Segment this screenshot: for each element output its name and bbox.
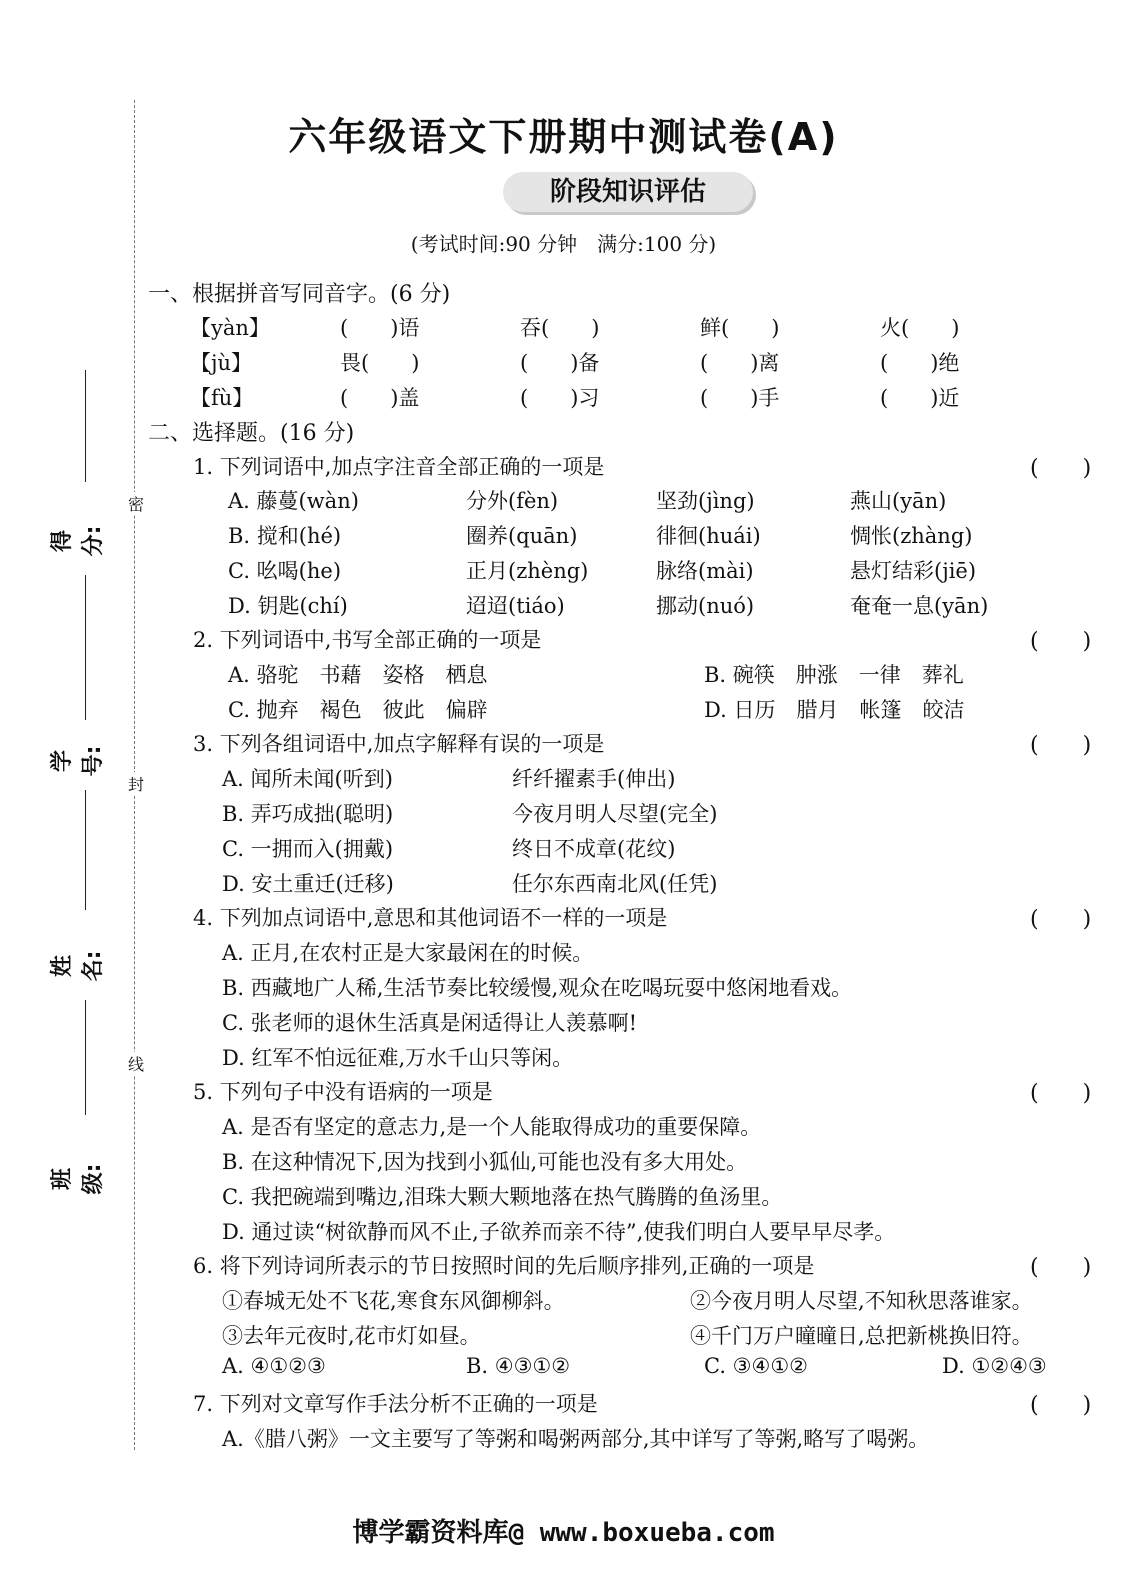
q1-option: 奄奄一息(yān) <box>850 594 989 618</box>
q4-option: C. 张老师的退休生活真是闲适得让人羡慕啊! <box>222 1011 638 1035</box>
footer-watermark: 博学霸资料库@ www.boxueba.com <box>352 1518 775 1548</box>
q5-answer-bracket[interactable]: ( ) <box>1030 1081 1092 1106</box>
q1-option: 迢迢(tiáo) <box>466 594 565 618</box>
q3-option: 今夜月明人尽望(完全) <box>512 802 718 826</box>
pinyin-ju: 【jù】 <box>190 351 253 375</box>
q3-option: B. 弄巧成拙(聪明) <box>222 802 394 826</box>
q2-option: D. 日历 腊月 帐篷 皎洁 <box>704 698 965 722</box>
q3-option: 纤纤擢素手(伸出) <box>512 767 676 791</box>
fill-blank[interactable]: 火( ) <box>880 316 960 340</box>
q7-option: A.《腊八粥》一文主要写了等粥和喝粥两部分,其中详写了等粥,略写了喝粥。 <box>222 1427 930 1451</box>
seal-char-feng: 封 <box>126 772 146 795</box>
student-id-blank-line <box>85 575 86 720</box>
q1-option: D. 钥匙(chí) <box>228 594 348 618</box>
q6-option: C. ③④①② <box>704 1354 808 1378</box>
q1-option: B. 搅和(hé) <box>228 524 342 548</box>
pinyin-yan: 【yàn】 <box>190 316 270 340</box>
fill-blank[interactable]: 畏( ) <box>340 351 420 375</box>
fill-blank[interactable]: ( )盖 <box>340 386 420 410</box>
fill-blank[interactable]: ( )备 <box>520 351 600 375</box>
subtitle-badge: 阶段知识评估 <box>503 172 753 212</box>
q5-option: B. 在这种情况下,因为找到小狐仙,可能也没有多大用处。 <box>222 1150 748 1174</box>
q1-stem: 1. 下列词语中,加点字注音全部正确的一项是 <box>193 455 605 479</box>
seal-char-mi: 密 <box>126 492 146 515</box>
q6-option: B. ④③①② <box>466 1354 571 1378</box>
q3-stem: 3. 下列各组词语中,加点字解释有误的一项是 <box>193 732 605 756</box>
q1-option: 坚劲(jìng) <box>656 489 755 513</box>
q5-option: C. 我把碗端到嘴边,泪珠大颗大颗地落在热气腾腾的鱼汤里。 <box>222 1185 783 1209</box>
q4-stem: 4. 下列加点词语中,意思和其他词语不一样的一项是 <box>193 906 668 930</box>
fill-blank[interactable]: ( )离 <box>700 351 780 375</box>
section2-heading: 二、选择题。(16 分) <box>148 421 355 446</box>
q1-option: 挪动(nuó) <box>656 594 755 618</box>
q4-option: A. 正月,在农村正是大家最闲在的时候。 <box>222 941 594 965</box>
q6-poem: ②今夜月明人尽望,不知秋思落谁家。 <box>690 1289 1033 1313</box>
class-label: 班级: <box>50 1163 106 1195</box>
q1-option: C. 吆喝(he) <box>228 559 342 583</box>
q1-option: 脉络(mài) <box>656 559 754 583</box>
q6-poem: ④千门万户曈曈日,总把新桃换旧符。 <box>690 1324 1033 1348</box>
q6-stem: 6. 将下列诗词所表示的节日按照时间的先后顺序排列,正确的一项是 <box>193 1254 815 1278</box>
q3-option: D. 安土重迁(迁移) <box>222 872 394 896</box>
q2-answer-bracket[interactable]: ( ) <box>1030 629 1092 654</box>
section1-heading: 一、根据拼音写同音字。(6 分) <box>148 282 451 307</box>
q3-option: A. 闻所未闻(听到) <box>222 767 393 791</box>
fill-blank[interactable]: ( )语 <box>340 316 420 340</box>
q2-option: B. 碗筷 肿涨 一律 葬礼 <box>704 663 964 687</box>
q6-poem: ①春城无处不飞花,寒食东风御柳斜。 <box>222 1289 565 1313</box>
q1-option: A. 藤蔓(wàn) <box>228 489 359 513</box>
q5-option: D. 通过读“树欲静而风不止,子欲养而亲不待”,使我们明白人要早早尽孝。 <box>222 1220 896 1244</box>
fill-blank[interactable]: ( )绝 <box>880 351 960 375</box>
score-label: 得分: <box>50 525 106 557</box>
seal-char-xian: 线 <box>126 1052 146 1075</box>
q4-option: D. 红军不怕远征难,万水千山只等闲。 <box>222 1046 574 1070</box>
pinyin-fu: 【fù】 <box>190 386 254 410</box>
name-blank-line <box>85 790 86 910</box>
class-blank-line <box>85 1000 86 1115</box>
q1-option: 分外(fèn) <box>466 489 559 513</box>
q1-option: 正月(zhèng) <box>466 559 589 583</box>
q3-option: 终日不成章(花纹) <box>512 837 676 861</box>
exam-info: (考试时间:90 分钟 满分:100 分) <box>410 232 717 256</box>
q6-answer-bracket[interactable]: ( ) <box>1030 1255 1092 1280</box>
fill-blank[interactable]: ( )手 <box>700 386 780 410</box>
q7-stem: 7. 下列对文章写作手法分析不正确的一项是 <box>193 1392 598 1416</box>
q2-option: C. 抛弃 褐色 彼此 偏辟 <box>228 698 488 722</box>
q4-answer-bracket[interactable]: ( ) <box>1030 907 1092 932</box>
fill-blank[interactable]: ( )习 <box>520 386 600 410</box>
q2-stem: 2. 下列词语中,书写全部正确的一项是 <box>193 628 542 652</box>
q3-option: C. 一拥而入(拥戴) <box>222 837 394 861</box>
q1-option: 圈养(quān) <box>466 524 578 548</box>
q3-answer-bracket[interactable]: ( ) <box>1030 733 1092 758</box>
q5-option: A. 是否有坚定的意志力,是一个人能取得成功的重要保障。 <box>222 1115 762 1139</box>
q6-poem: ③去年元夜时,花市灯如昼。 <box>222 1324 481 1348</box>
q7-answer-bracket[interactable]: ( ) <box>1030 1393 1092 1418</box>
q6-option: D. ①②④③ <box>942 1354 1047 1378</box>
q1-option: 悬灯结彩(jiē) <box>850 559 977 583</box>
q4-option: B. 西藏地广人稀,生活节奏比较缓慢,观众在吃喝玩耍中悠闲地看戏。 <box>222 976 853 1000</box>
q1-option: 惆怅(zhàng) <box>850 524 973 548</box>
q2-option: A. 骆驼 书藉 姿格 栖息 <box>228 663 488 687</box>
fill-blank[interactable]: 鲜( ) <box>700 316 780 340</box>
q3-option: 任尔东西南北风(任凭) <box>512 872 718 896</box>
name-label: 姓名: <box>50 950 106 982</box>
fill-blank[interactable]: ( )近 <box>880 386 960 410</box>
q5-stem: 5. 下列句子中没有语病的一项是 <box>193 1080 493 1104</box>
q1-option: 徘徊(huái) <box>656 524 761 548</box>
q1-answer-bracket[interactable]: ( ) <box>1030 456 1092 481</box>
student-id-label: 学号: <box>50 745 106 777</box>
fill-blank[interactable]: 吞( ) <box>520 316 600 340</box>
page-title: 六年级语文下册期中测试卷(A) <box>288 115 839 159</box>
score-blank-line <box>85 370 86 482</box>
q1-option: 燕山(yān) <box>850 489 947 513</box>
q6-option: A. ④①②③ <box>222 1354 326 1378</box>
